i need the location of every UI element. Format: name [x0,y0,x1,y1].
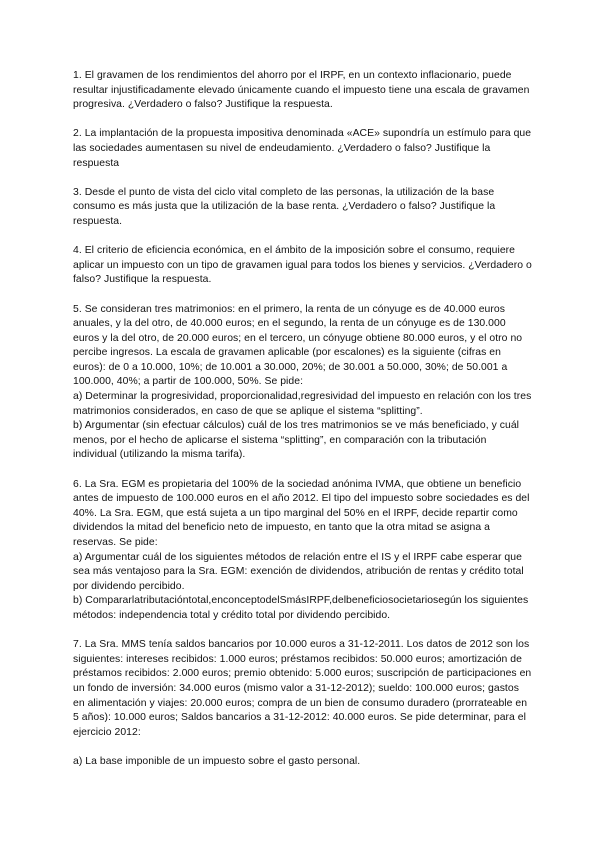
question-6-part-b: b) Compararlatributacióntotal,enconceptodelSmásIRPF,delbeneficiosocietariosegún los siguientes métodos: independencia total y crédito total por dividendo percibido. [73,595,529,621]
question-5-text: 5. Se consideran tres matrimonios: en el primero, la renta de un cónyuge es de 40.000 euros anuales, y la del otro, de 40.000 euros; en el segundo, la renta de un cónyuge es de 130.000 euros y la del otro, de 20.000 euros; en el tercero, un cónyuge obtiene 80.000 euros, y el otro no percibe ingresos. La escala de gravamen aplicable (por escalones) es la siguiente (cifras en euros): de 0 a 10.000, 10%; de 10.001 a 30.000, 20%; de 30.001 a 50.000, 30%; de 50.001 a 100.000, 40%; a partir de 100.000, 50%. Se pide: [73,303,523,388]
question-1 [73,69,533,113]
question-3 [73,186,533,230]
document-body [73,69,533,784]
question-2-text: 2. La implantación de la propuesta impositiva denominada «ACE» supondría un estímulo para que las sociedades aumentasen su nivel de endeudamiento. ¿Verdadero o falso? Justifique la respuesta [73,128,532,169]
question-7 [73,638,533,740]
question-7-text: 7. La Sra. MMS tenía saldos bancarios por 10.000 euros a 31-12-2011. Los datos de 2012 son los siguientes: intereses recibidos: 1.000 euros; préstamos recibidos: 50.000 euros; amortización de préstamos recibidos: 2.000 euros; premio obtenido: 5.000 euros; suscripción de participaciones en un fondo de inversión: 34.000 euros (mismo valor a 31-12-2012); sueldo: 100.000 euros; gastos en alimentación y viajes: 20.000 euros; compra de un bien de consumo duradero (prorrateable en 5 años): 10.000 euros; Saldos bancarios a 31-12-2012: 40.000 euros. Se pide determinar, para el ejercicio 2012: [73,639,532,738]
question-3-text: 3. Desde el punto de vista del ciclo vital completo de las personas, la utilización de la base consumo es más justa que la utilización de la base renta. ¿Verdadero o falso? Justifique la respuesta. [73,186,496,227]
question-2 [73,127,533,171]
question-1-text: 1. El gravamen de los rendimientos del ahorro por el IRPF, en un contexto inflacionario, puede resultar injustificadamente elevado únicamente cuando el impuesto tiene una escala de gravamen progresiva. ¿Verdadero o falso? Justifique la respuesta. [73,70,530,111]
question-6 [73,478,533,624]
question-6-part-a: a) Argumentar cuál de los siguientes métodos de relación entre el IS y el IRPF cabe esperar que sea más ventajoso para la Sra. EGM: exención de dividendos, atribución de rentas y crédito total por dividendo percibido. [73,551,524,592]
question-4 [73,244,533,288]
question-7-part-a [73,755,533,770]
question-7-part-a-text: a) La base imponible de un impuesto sobre el gasto personal. [73,755,361,767]
question-5-part-b: b) Argumentar (sin efectuar cálculos) cuál de los tres matrimonios se ve más beneficiado, y cuál menos, por el hecho de aplicarse el sistema “splitting”, en comparación con la tributación individual (utilizando la misma tarifa). [73,420,520,461]
question-6-text: 6. La Sra. EGM es propietaria del 100% de la sociedad anónima IVMA, que obtiene un beneficio antes de impuesto de 100.000 euros en el año 2012. El tipo del impuesto sobre sociedades es del 40%. La Sra. EGM, que está sujeta a un tipo marginal del 50% en el IRPF, decide repartir como dividendos la mitad del beneficio neto de impuesto, en tanto que la otra mitad se asigna a reservas. Se pide: [73,478,530,548]
question-5-part-a: a) Determinar la progresividad, proporcionalidad,regresividad del impuesto en relación con los tres matrimonios considerados, en caso de que se aplique el sistema “splitting”. [73,391,532,417]
question-5 [73,303,533,464]
question-4-text: 4. El criterio de eficiencia económica, en el ámbito de la imposición sobre el consumo, requiere aplicar un impuesto con un tipo de gravamen igual para todos los bienes y servicios. ¿Verdadero o falso? Justifique la respuesta. [73,245,532,286]
